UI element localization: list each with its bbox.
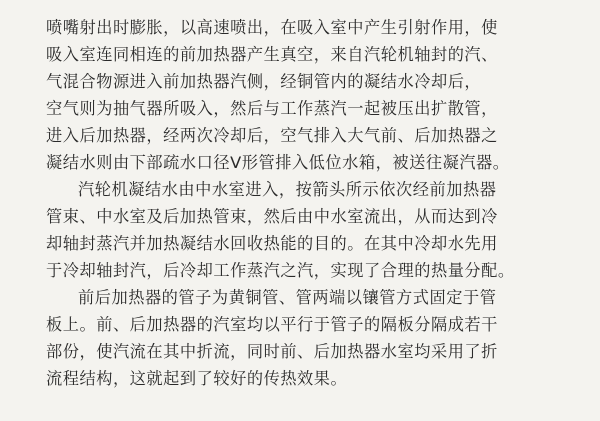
text-line: 前后加热器的管子为黄铜管、管两端以镶管方式固定于管 <box>78 288 497 307</box>
text-line: 吸入室连同相连的前加热器产生真空，来自汽轮机轴封的汽、 <box>46 45 498 64</box>
text-line: 于冷却轴封汽，后冷却工作蒸汽之汽，实现了合理的热量分配。 <box>46 261 515 280</box>
text-line: 部份，使汽流在其中折流，同时前、后加热器水室均采用了折 <box>46 342 498 361</box>
text-line: 汽轮机凝结水由中水室进入，按箭头所示依次经前加热器 <box>78 180 497 199</box>
text-line: 流程结构，这就起到了较好的传热效果。 <box>46 369 348 388</box>
paragraph-1 <box>46 14 582 176</box>
paragraph-2 <box>46 176 582 284</box>
text-line: 空气则为抽气器所吸入，然后与工作蒸汽一起被压出扩散管， <box>46 99 498 118</box>
text-line: 却轴封蒸汽并加热凝结水回收热能的目的。在其中冷却水先用 <box>46 234 498 253</box>
text-line: 板上。前、后加热器的汽室均以平行于管子的隔板分隔成若干 <box>46 315 498 334</box>
text-line: 喷嘴射出时膨胀，以高速喷出，在吸入室中产生引射作用，使 <box>46 18 498 37</box>
text-line: 管束、中水室及后加热管束，然后由中水室流出，从而达到冷 <box>46 207 498 226</box>
paragraph-3 <box>46 284 582 392</box>
text-line: 凝结水则由下部疏水口径V形管排入低位水箱，被送往凝汽器。 <box>46 153 510 172</box>
text-line: 气混合物源进入前加热器汽侧，经铜管内的凝结水冷却后， <box>46 72 482 91</box>
text-line: 进入后加热器，经两次冷却后，空气排入大气前、后加热器之 <box>46 126 498 145</box>
